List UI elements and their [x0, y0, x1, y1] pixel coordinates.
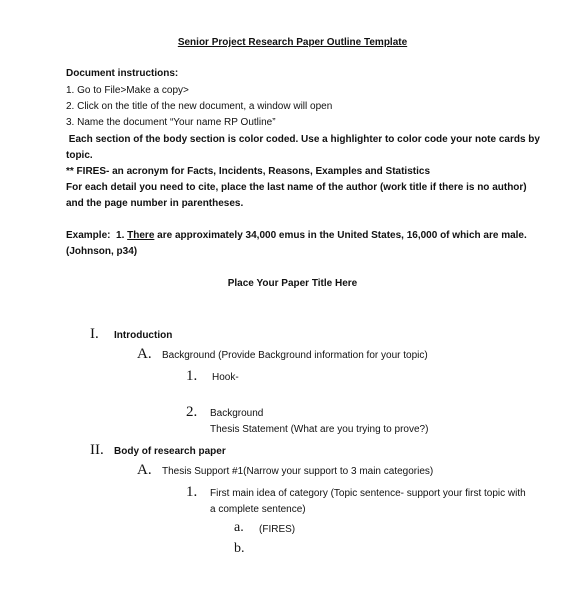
outline-introduction: Introduction [114, 330, 173, 341]
instruction-step-2: 2. Click on the title of the new document, a window will open [66, 101, 333, 112]
outline-marker-2: 2. [186, 404, 198, 420]
color-code-note-line-1: Each section of the body section is color coded. Use a highlighter to color code your note cards by [66, 134, 540, 145]
outline-marker-I: I. [90, 326, 99, 342]
outline-background-item: Background (Provide Background information for your topic) [162, 350, 428, 361]
outline-marker-1-2: 1. [186, 484, 198, 500]
instruction-step-3: 3. Name the document “Your name RP Outline” [66, 117, 276, 128]
outline-marker-a: a. [234, 520, 244, 535]
document-title: Senior Project Research Paper Outline Template [177, 37, 408, 48]
example-text: are approximately 34,000 emus in the United States, 16,000 of which are male. [154, 230, 527, 241]
outline-thesis-statement: Thesis Statement (What are you trying to prove?) [210, 424, 429, 435]
outline-first-main-idea: First main idea of category (Topic sentence- support your first topic with [210, 488, 526, 499]
example-number: 1. [116, 230, 128, 241]
color-code-note-line-2: topic. [66, 150, 93, 161]
example-line [66, 229, 527, 242]
outline-hook: Hook- [212, 372, 239, 383]
paper-title-placeholder: Place Your Paper Title Here [227, 278, 358, 289]
outline-fires-item: (FIRES) [259, 524, 296, 535]
instruction-step-1: 1. Go to File>Make a copy> [66, 85, 189, 96]
outline-marker-A-2: A. [137, 462, 152, 478]
instructions-heading: Document instructions: [66, 68, 179, 79]
cite-note-line-2: and the page number in parentheses. [66, 198, 244, 209]
outline-thesis-support: Thesis Support #1(Narrow your support to 3 main categories) [162, 466, 434, 477]
outline-marker-II: II. [90, 442, 104, 458]
cite-note-line-1: For each detail you need to cite, place the last name of the author (work title if there is no author) [66, 182, 527, 193]
outline-body-heading: Body of research paper [114, 446, 226, 457]
fires-note: ** FIRES- an acronym for Facts, Incidents, Reasons, Examples and Statistics [66, 166, 431, 177]
outline-marker-A: A. [137, 346, 152, 362]
outline-marker-1: 1. [186, 368, 198, 384]
example-label: Example: [66, 230, 117, 241]
outline-background-sub: Background [210, 408, 264, 419]
outline-first-main-idea-cont: a complete sentence) [210, 504, 306, 515]
example-struck-word: There [127, 230, 155, 241]
outline-marker-b: b. [234, 541, 245, 556]
example-citation: (Johnson, p34) [66, 246, 138, 257]
